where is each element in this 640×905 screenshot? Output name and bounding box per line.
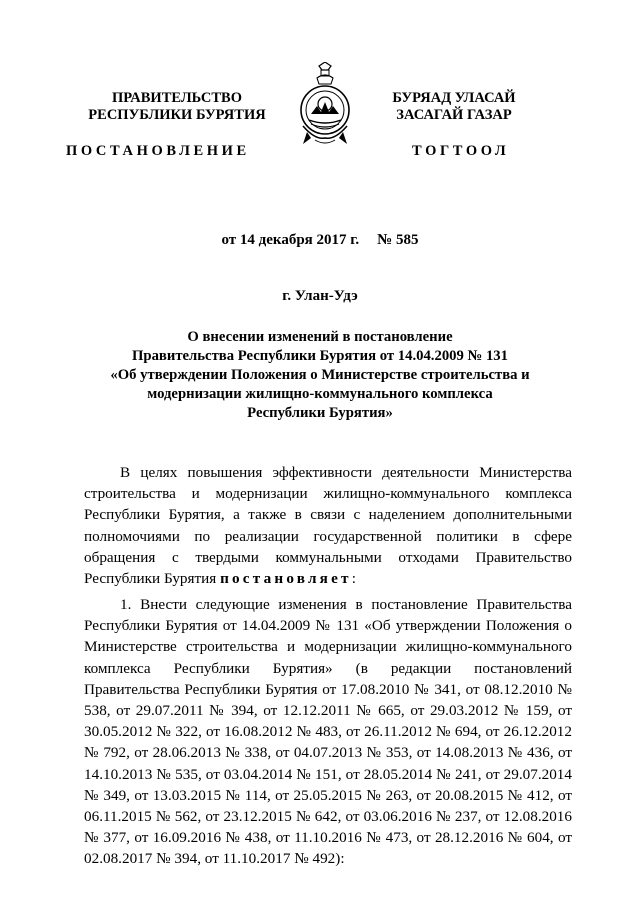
title-line: модернизации жилищно-коммунального комплекса (147, 386, 493, 402)
preamble-colon: : (351, 570, 356, 588)
decree-type-russian: ПОСТАНОВЛЕНИЕ (66, 143, 250, 159)
header-left-block (57, 90, 297, 124)
title-line: Правительства Республики Бурятия от 14.04.2009 № 131 (131, 348, 508, 364)
header-right-block (344, 90, 564, 124)
title-line: О внесении изменений в постановление (187, 329, 453, 345)
header-right-line: БУРЯАД УЛАСАЙ (392, 90, 516, 106)
preamble-paragraph (84, 462, 572, 589)
header-left-line: РЕСПУБЛИКИ БУРЯТИЯ (88, 107, 266, 123)
title-line: «Об утверждении Положения о Министерстве строительства и (110, 367, 530, 383)
decree-type-buryat: ТОГТООЛ (412, 143, 510, 159)
clause-1-paragraph: 1. Внести следующие изменения в постановление Правительства Республики Бурятия от 14.04.2009 № 131 «Об утверждении Положения о Министерстве строительства и модернизации жилищно-коммунального комплекса Республики Бурятия» (в редакции постановлений Правительства Республики Бурятия от 17.08.2010 № 341, от 08.12.2010 № 538, от 29.07.2011 № 394, от 12.12.2011 № 665, от 29.03.2012 № 159, от 30.05.2012 № 322, от 16.08.2012 № 483, от 26.11.2012 № 694, от 26.12.2012 № 792, от 28.06.2013 № 338, от 04.07.2013 № 353, от 14.08.2013 № 436, от 14.10.2013 № 535, от 03.04.2014 № 151, от 28.05.2014 № 241, от 29.07.2014 № 349, от 13.03.2015 № 114, от 25.05.2015 № 263, от 20.08.2015 № 412, от 06.11.2015 № 562, от 23.12.2015 № 642, от 03.06.2016 № 237, от 12.08.2016 № 377, от 16.09.2016 № 438, от 11.10.2016 № 473, от 28.12.2016 № 604, от 02.08.2017 № 394, от 11.10.2017 № 492): (84, 596, 572, 868)
preamble-text: В целях повышения эффективности деятельности Министерства строительства и модернизации жилищно-коммунального комплекса Республики Бурятия, а также в связи с наделением дополнительными полномочиями по реализации государственной политики в сфере обращения с твердыми коммунальными отходами Правительство Республики Бурятия (84, 464, 572, 588)
header-right-line: ЗАСАГАЙ ГАЗАР (396, 107, 512, 123)
title-line: Республики Бурятия» (247, 405, 393, 421)
document-title (60, 328, 580, 423)
decree-number: № 585 (377, 232, 419, 248)
date-number-line (0, 232, 640, 249)
decree-date: от 14 декабря 2017 г. (221, 232, 360, 248)
decree-city: г. Улан-Удэ (282, 288, 358, 304)
resolves-word: постановляет (220, 570, 352, 588)
header-left-line: ПРАВИТЕЛЬСТВО (112, 90, 242, 106)
